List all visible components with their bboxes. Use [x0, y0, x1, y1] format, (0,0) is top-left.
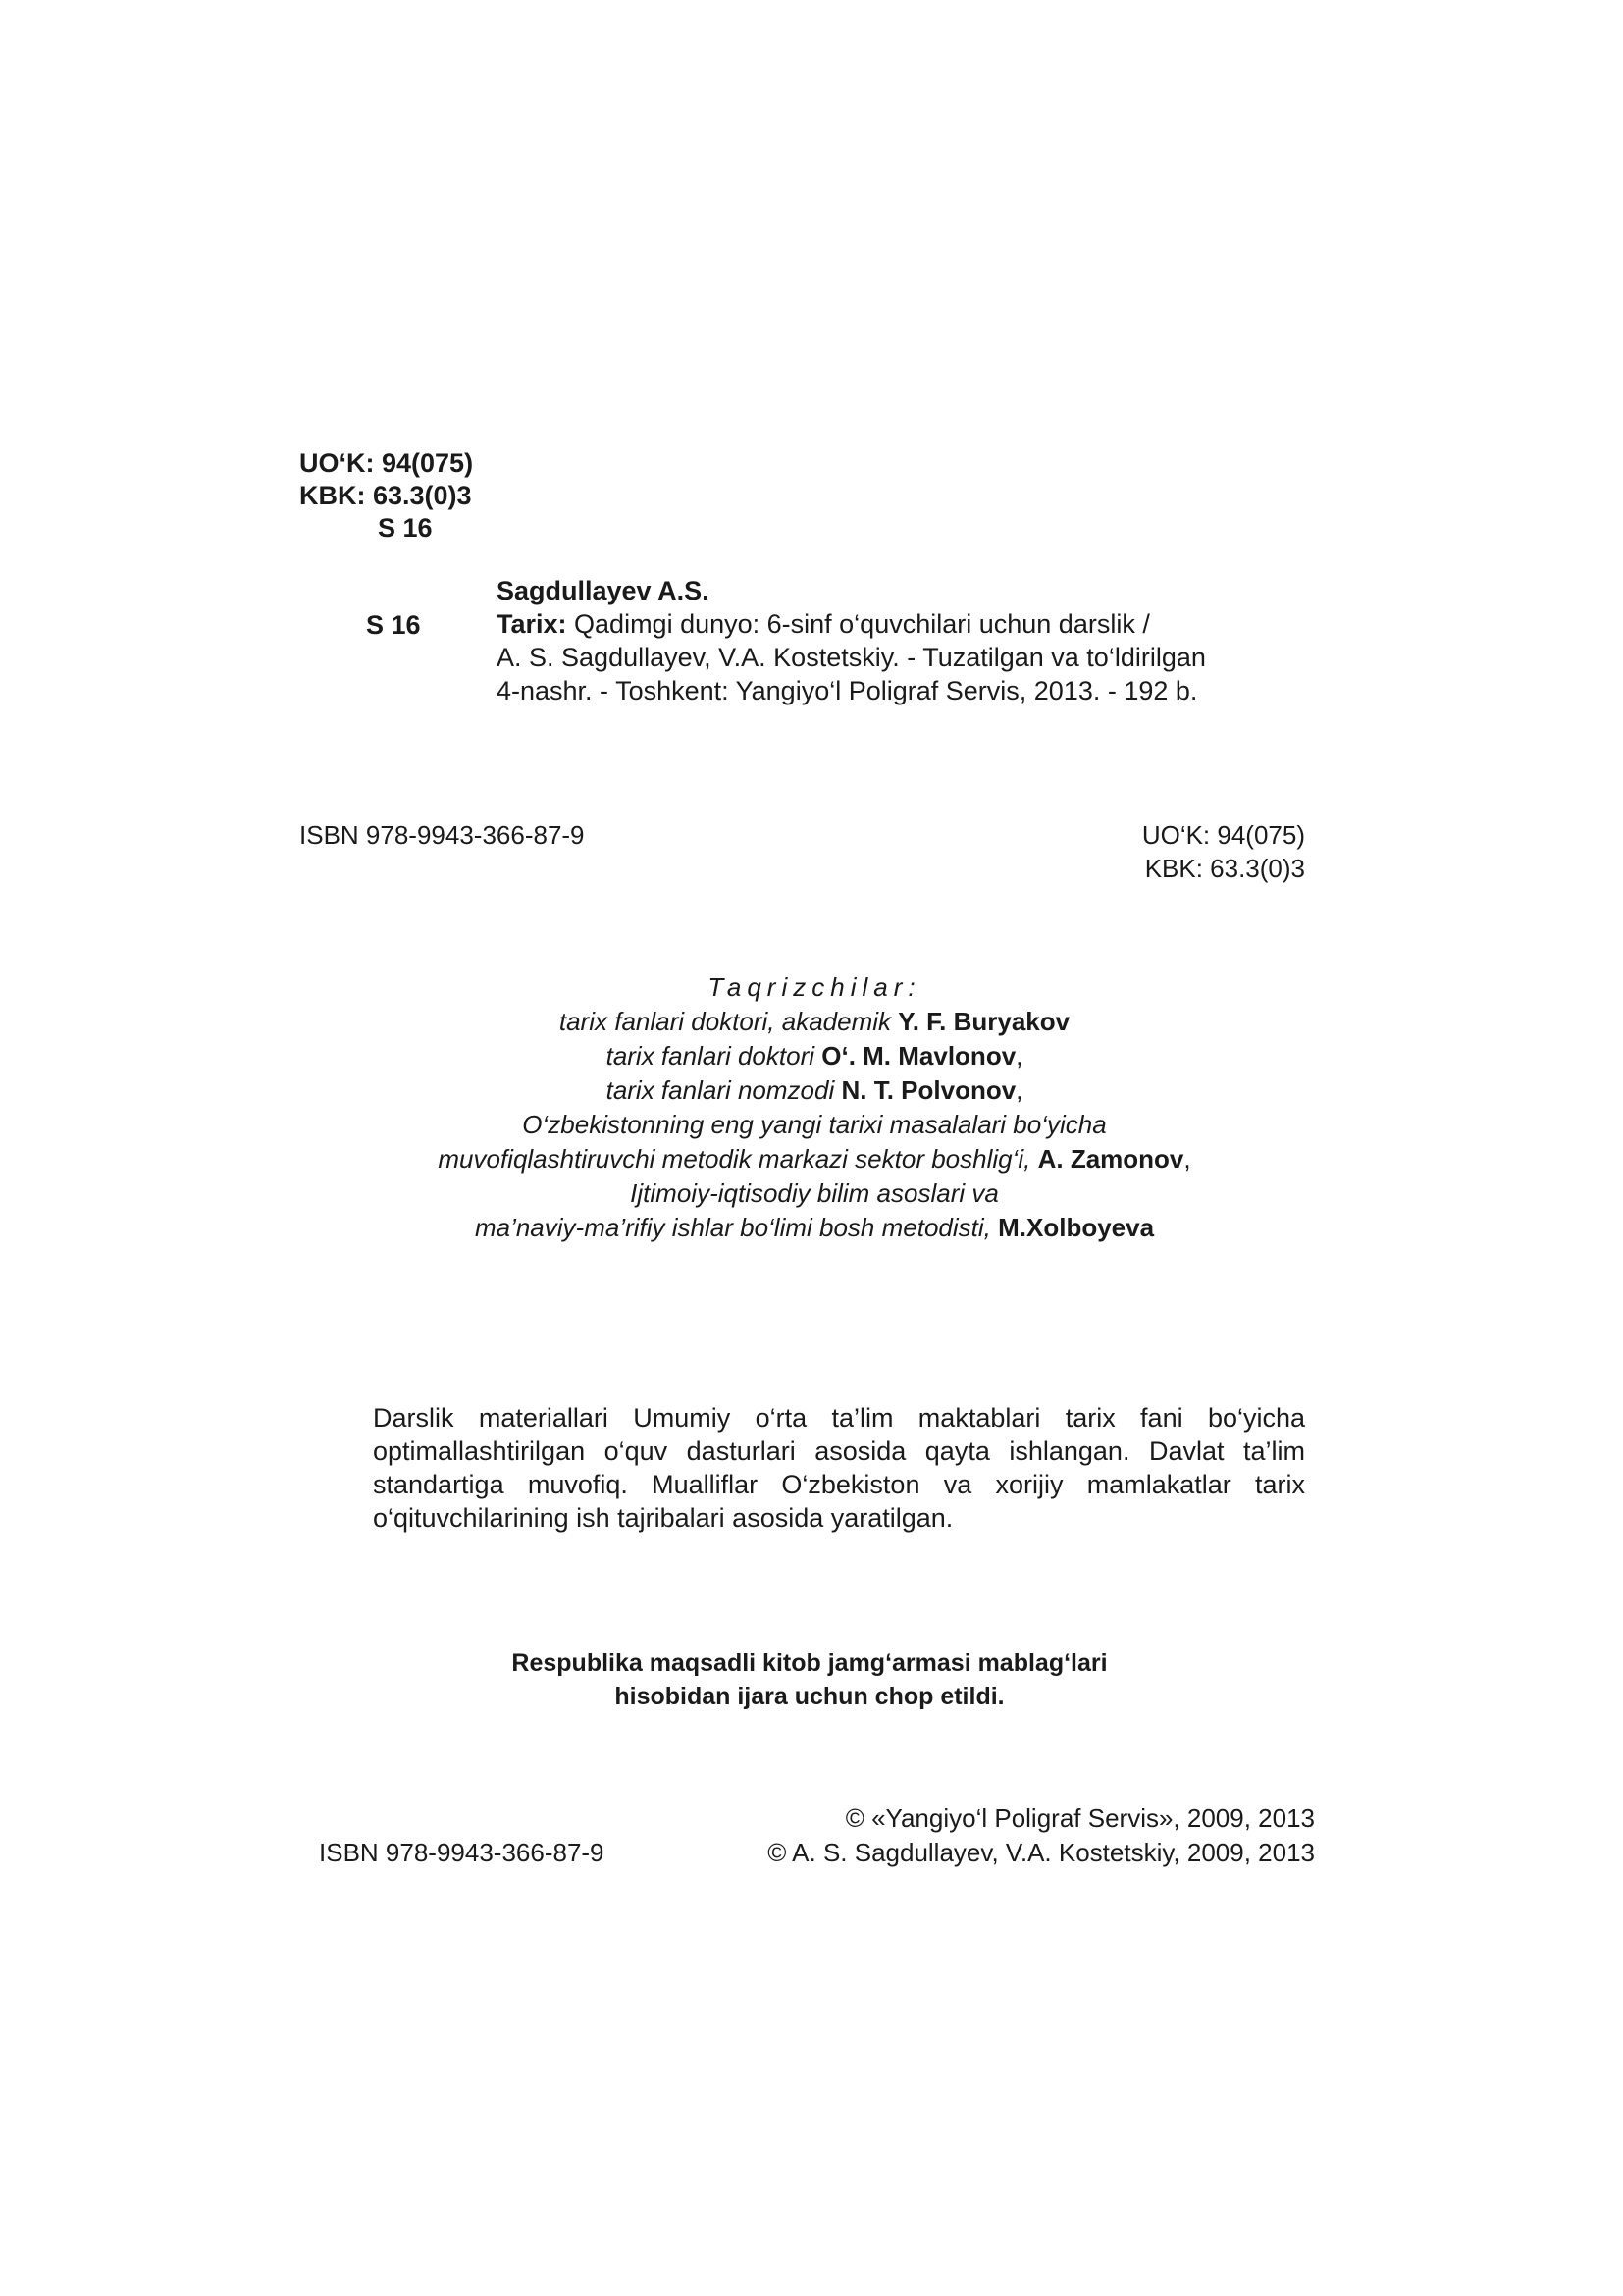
middle-classification-codes [1119, 819, 1305, 886]
reviewer-line [373, 1177, 1256, 1212]
reviewer-role: tarix fanlari doktori, akademik [558, 1007, 899, 1036]
reviewer-suffix: , [1016, 1041, 1023, 1070]
reviewer-role: tarix fanlari doktori [605, 1041, 822, 1070]
reviewer-name: A. Zamonov [1037, 1144, 1184, 1174]
reviewer-line [373, 1006, 1256, 1040]
reviewer-name: O‘. M. Mavlonov [821, 1041, 1017, 1070]
reviewer-role: tarix fanlari nomzodi [605, 1075, 842, 1105]
bibliographic-record [497, 574, 1242, 707]
reviewer-line [373, 1143, 1256, 1177]
funding-note [442, 1648, 1178, 1715]
reviewers-heading: Taqrizchilar: [707, 972, 921, 1002]
funding-line-1: Respublika maqsadli kitob jamg‘armasi mablag‘lari [511, 1649, 1108, 1677]
top-kbk-code: KBK: 63.3(0)3 [299, 481, 472, 510]
description-paragraph [373, 1401, 1305, 1535]
funding-line-2: hisobidan ijara uchun chop etildi. [614, 1683, 1005, 1710]
description-text: Darslik materiallari Umumiy o‘rta ta’lim maktablari tarix fani bo‘yicha optimallashtirilgan o‘quv dasturlari asosida qayta ishlangan. Davlat ta’lim standartiga muvofiq. Mualliflar O‘zbekiston va xorijiy mamlakatlar tarix o‘qituvchilarining ish tajribalari asosida yaratilgan. [373, 1403, 1305, 1533]
top-classification-codes [299, 446, 473, 544]
bibliography-code: S 16 [366, 610, 421, 640]
reviewer-name: Y. F. Buryakov [898, 1007, 1071, 1036]
reviewer-line [373, 1040, 1256, 1074]
bibliography-author: Sagdullayev A.S. [497, 576, 709, 605]
reviewer-name: N. T. Polvonov [841, 1075, 1017, 1105]
reviewer-role: O‘zbekistonning eng yangi tarixi masalalari bo‘yicha [522, 1110, 1107, 1139]
reviewer-suffix: , [1183, 1144, 1191, 1174]
middle-uok-code: UO‘K: 94(075) [1141, 820, 1305, 850]
middle-kbk-code: KBK: 63.3(0)3 [1144, 854, 1305, 883]
bibliography-title-line [497, 607, 1242, 641]
reviewers-block [373, 971, 1256, 1246]
reviewer-line [373, 1109, 1256, 1143]
bibliography-line-2: A. S. Sagdullayev, V.A. Kostetskiy. - Tuzatilgan va to‘ldirilgan [497, 643, 1206, 672]
reviewer-suffix: , [1016, 1075, 1023, 1105]
reviewer-role: ma’naviy-ma’rifiy ishlar bo‘limi bosh metodisti, [474, 1213, 999, 1242]
bibliography-title-text: Qadimgi dunyo: 6-sinf o‘quvchilari uchun darslik / [566, 609, 1150, 639]
copyright-block [746, 1802, 1315, 1871]
top-author-code: S 16 [378, 513, 433, 543]
bibliography-line-3: 4-nashr. - Toshkent: Yangiyo‘l Poligraf Servis, 2013. - 192 b. [497, 676, 1198, 705]
isbn-middle: ISBN 978-9943-366-87-9 [299, 820, 585, 850]
reviewer-name: M.Xolboyeva [998, 1213, 1155, 1242]
reviewer-line [373, 1212, 1256, 1246]
reviewer-line [373, 1074, 1256, 1109]
isbn-bottom: ISBN 978-9943-366-87-9 [319, 1838, 604, 1867]
copyright-authors: © A. S. Sagdullayev, V.A. Kostetskiy, 2009, 2013 [767, 1838, 1315, 1867]
reviewer-role: Ijtimoiy-iqtisodiy bilim asoslari va [630, 1178, 999, 1208]
bibliography-title-label: Tarix: [497, 609, 567, 639]
copyright-publisher: © «Yangiyo‘l Poligraf Servis», 2009, 2013 [845, 1803, 1315, 1833]
reviewer-role: muvofiqlashtiruvchi metodik markazi sektor boshlig‘i, [438, 1144, 1038, 1174]
top-uok-code: UO‘K: 94(075) [299, 448, 474, 478]
